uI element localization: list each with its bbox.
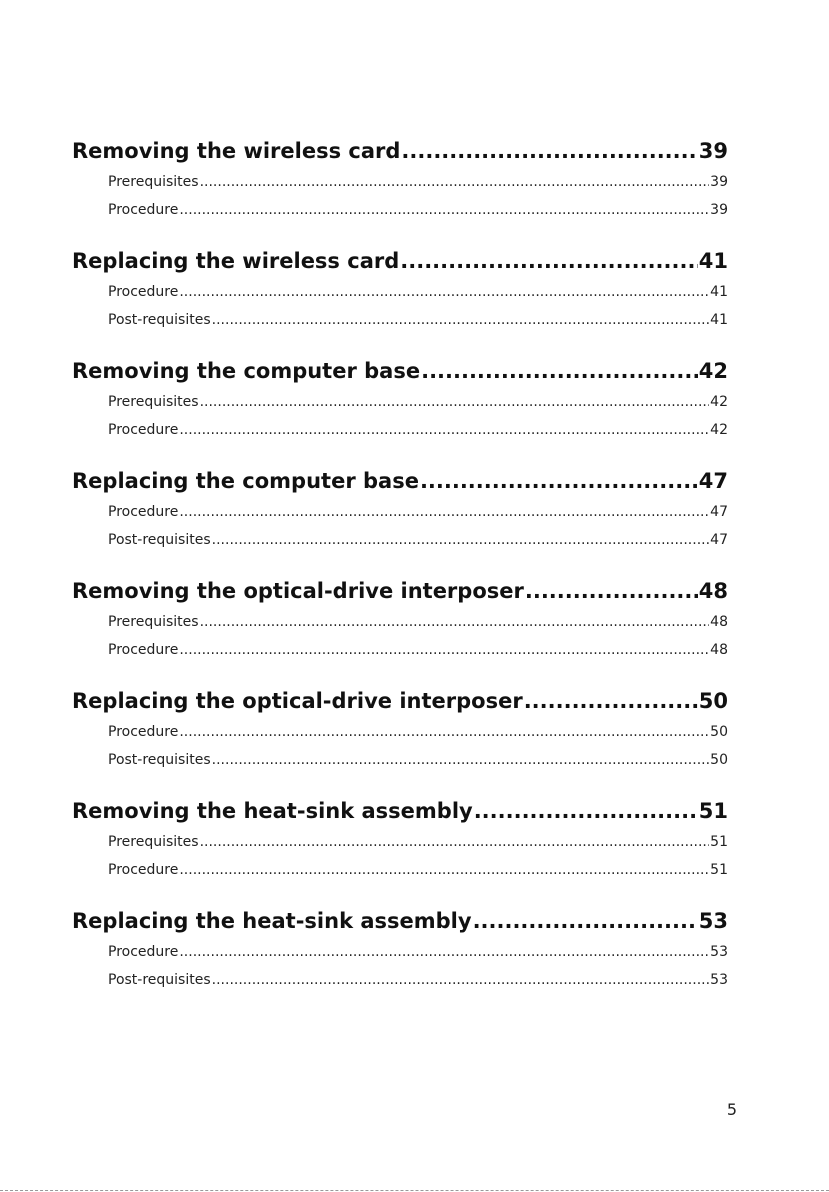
dot-leader <box>421 354 698 388</box>
toc-section-title: Procedure <box>108 642 179 658</box>
dot-leader <box>420 464 698 498</box>
toc-chapter-title: Replacing the optical-drive interposer <box>72 689 523 713</box>
toc-section-title: Prerequisites <box>108 174 199 190</box>
toc-chapter-title: Removing the wireless card <box>72 139 401 163</box>
dot-leader <box>200 608 710 636</box>
toc-chapter-entry[interactable] <box>72 684 728 718</box>
toc-section-title: Procedure <box>108 944 179 960</box>
toc-section-title: Post-requisites <box>108 972 211 988</box>
dot-leader <box>524 684 698 718</box>
toc-chapter-title: Replacing the wireless card <box>72 249 400 273</box>
toc-chapter <box>72 904 728 994</box>
toc-section-entry[interactable] <box>72 196 728 224</box>
dot-leader <box>179 196 709 224</box>
dot-leader <box>179 856 709 884</box>
dot-leader <box>212 306 710 334</box>
toc-chapter-entry[interactable] <box>72 354 728 388</box>
toc-section-page: 42 <box>710 394 728 410</box>
toc-section-title: Post-requisites <box>108 312 211 328</box>
toc-section-entry[interactable] <box>72 828 728 856</box>
toc-section-page: 51 <box>710 862 728 878</box>
toc-chapter-page: 41 <box>698 249 728 273</box>
dot-leader <box>179 718 709 746</box>
toc-chapter-entry[interactable] <box>72 574 728 608</box>
toc-section-page: 51 <box>710 834 728 850</box>
toc-chapter <box>72 684 728 774</box>
toc-chapter-entry[interactable] <box>72 464 728 498</box>
toc-section-entry[interactable] <box>72 608 728 636</box>
toc-section-page: 41 <box>710 284 728 300</box>
toc-section-page: 47 <box>710 532 728 548</box>
toc-section-page: 53 <box>710 944 728 960</box>
toc-section-page: 42 <box>710 422 728 438</box>
toc-section-title: Procedure <box>108 504 179 520</box>
page-number: 5 <box>726 1100 737 1119</box>
table-of-contents <box>72 134 728 994</box>
toc-chapter <box>72 794 728 884</box>
toc-chapter-page: 39 <box>698 139 728 163</box>
dot-leader <box>473 904 698 938</box>
toc-chapter-title: Removing the computer base <box>72 359 421 383</box>
toc-section-entry[interactable] <box>72 498 728 526</box>
toc-chapter <box>72 244 728 334</box>
dot-leader <box>212 966 710 994</box>
toc-section-entry[interactable] <box>72 388 728 416</box>
dot-leader <box>212 746 710 774</box>
toc-chapter-page: 48 <box>698 579 728 603</box>
toc-section-page: 41 <box>710 312 728 328</box>
toc-section-title: Procedure <box>108 202 179 218</box>
toc-chapter-title: Removing the optical-drive interposer <box>72 579 524 603</box>
dot-leader <box>179 636 709 664</box>
toc-section-page: 48 <box>710 614 728 630</box>
toc-section-entry[interactable] <box>72 938 728 966</box>
dot-leader <box>179 416 709 444</box>
toc-chapter-entry[interactable] <box>72 134 728 168</box>
toc-section-page: 48 <box>710 642 728 658</box>
toc-section-entry[interactable] <box>72 306 728 334</box>
toc-chapter <box>72 574 728 664</box>
toc-chapter-page: 47 <box>698 469 728 493</box>
toc-section-entry[interactable] <box>72 168 728 196</box>
toc-section-title: Procedure <box>108 724 179 740</box>
toc-section-entry[interactable] <box>72 718 728 746</box>
toc-chapter-page: 51 <box>698 799 728 823</box>
toc-chapter-entry[interactable] <box>72 904 728 938</box>
toc-chapter-title: Replacing the computer base <box>72 469 419 493</box>
toc-section-entry[interactable] <box>72 636 728 664</box>
dot-leader <box>525 574 698 608</box>
dot-leader <box>179 938 709 966</box>
toc-section-entry[interactable] <box>72 966 728 994</box>
toc-chapter <box>72 134 728 224</box>
toc-section-page: 50 <box>710 752 728 768</box>
dot-leader <box>179 278 709 306</box>
toc-section-page: 50 <box>710 724 728 740</box>
toc-chapter-page: 42 <box>698 359 728 383</box>
toc-chapter <box>72 354 728 444</box>
toc-section-entry[interactable] <box>72 746 728 774</box>
toc-chapter-entry[interactable] <box>72 794 728 828</box>
toc-section-page: 53 <box>710 972 728 988</box>
toc-section-title: Prerequisites <box>108 834 199 850</box>
toc-section-title: Post-requisites <box>108 532 211 548</box>
toc-section-entry[interactable] <box>72 416 728 444</box>
dot-leader <box>200 388 710 416</box>
dot-leader <box>401 134 697 168</box>
toc-section-entry[interactable] <box>72 526 728 554</box>
dot-leader <box>474 794 698 828</box>
toc-chapter-entry[interactable] <box>72 244 728 278</box>
dot-leader <box>179 498 709 526</box>
toc-chapter-title: Replacing the heat-sink assembly <box>72 909 472 933</box>
toc-section-page: 39 <box>710 174 728 190</box>
toc-section-page: 39 <box>710 202 728 218</box>
dot-leader <box>212 526 710 554</box>
toc-chapter <box>72 464 728 554</box>
toc-section-entry[interactable] <box>72 278 728 306</box>
toc-section-title: Prerequisites <box>108 614 199 630</box>
toc-section-page: 47 <box>710 504 728 520</box>
toc-chapter-page: 50 <box>698 689 728 713</box>
dot-leader <box>200 828 710 856</box>
toc-chapter-page: 53 <box>698 909 728 933</box>
toc-section-entry[interactable] <box>72 856 728 884</box>
toc-section-title: Procedure <box>108 284 179 300</box>
dot-leader <box>400 244 698 278</box>
toc-chapter-title: Removing the heat-sink assembly <box>72 799 473 823</box>
dot-leader <box>200 168 710 196</box>
toc-section-title: Post-requisites <box>108 752 211 768</box>
toc-section-title: Procedure <box>108 422 179 438</box>
toc-section-title: Procedure <box>108 862 179 878</box>
toc-section-title: Prerequisites <box>108 394 199 410</box>
